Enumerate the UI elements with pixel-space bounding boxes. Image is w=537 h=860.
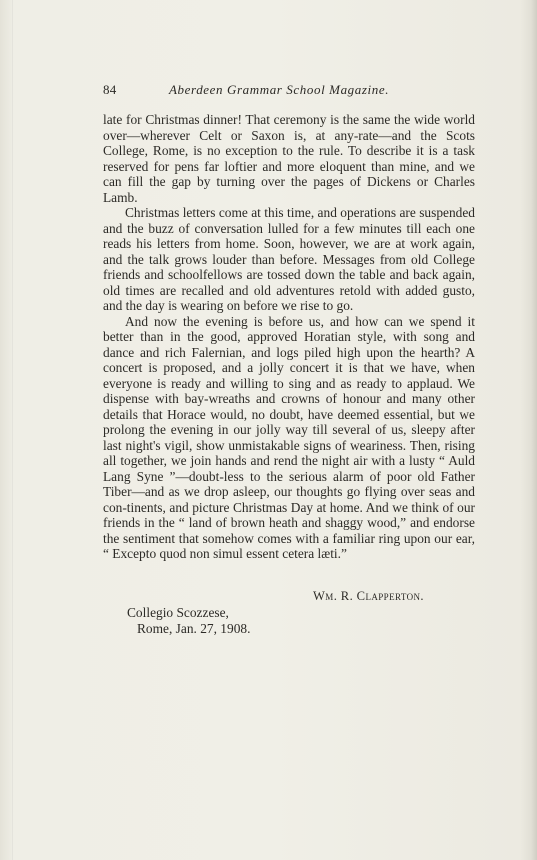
paragraph: late for Christmas dinner! That ceremony is the same the wide world over—wherever Celt or Saxon is, at any-rate—and the Scots College, Rome, is no exception to the rule. To describe it is a task reserved for pens far loftier and more eloquent than mine, and we can fill the gap by turning over the pages of Dickens or Charles Lamb.	[103, 112, 475, 205]
running-title: Aberdeen Grammar School Magazine.	[169, 82, 390, 97]
author-signature: Wm. R. Clapperton.	[313, 589, 424, 603]
page-number: 84	[103, 82, 117, 97]
dateline-place: Collegio Scozzese,	[127, 605, 229, 620]
dateline-date: Rome, Jan. 27, 1908.	[137, 620, 251, 636]
dateline	[127, 605, 250, 636]
article-body	[103, 112, 475, 562]
paragraph: And now the evening is before us, and how can we spend it better than in the good, approved Horatian style, with song and dance and rich Falernian, and logs piled high upon the hearth? A concert is proposed, and a jolly concert it is that we have, when everyone is ready and willing to sing and as ready to applaud. We dispense with bay-wreaths and crowns of honour and many other details that Horace would, no doubt, have deemed essential, but we prolong the evening in our jolly way till several of us, sleepy after last night's vigil, show unmistakable signs of weariness. Then, rising all together, we join hands and rend the night air with a lusty “ Auld Lang Syne ”—doubt-less to the serious alarm of poor old Father Tiber—and as we drop asleep, our thoughts go flying over seas and con-tinents, and picture Christmas Day at home. And we think of our friends in the “ land of brown heath and shaggy wood,” and endorse the sentiment that somehow comes with a familiar ring upon our ear, “ Excepto quod non simul essent cetera læti.”	[103, 313, 475, 561]
paragraph: Christmas letters come at this time, and operations are suspended and the buzz of conversation lulled for a few minutes till each one reads his letters from home. Soon, however, we are at work again, and the talk grows louder than before. Messages from old College friends and schoolfellows are tossed down the table and back again, old times are recalled and old adventures retold with added gusto, and the day is wearing on before we rise to go.	[103, 205, 475, 313]
page-edge-shadow	[12, 0, 13, 860]
